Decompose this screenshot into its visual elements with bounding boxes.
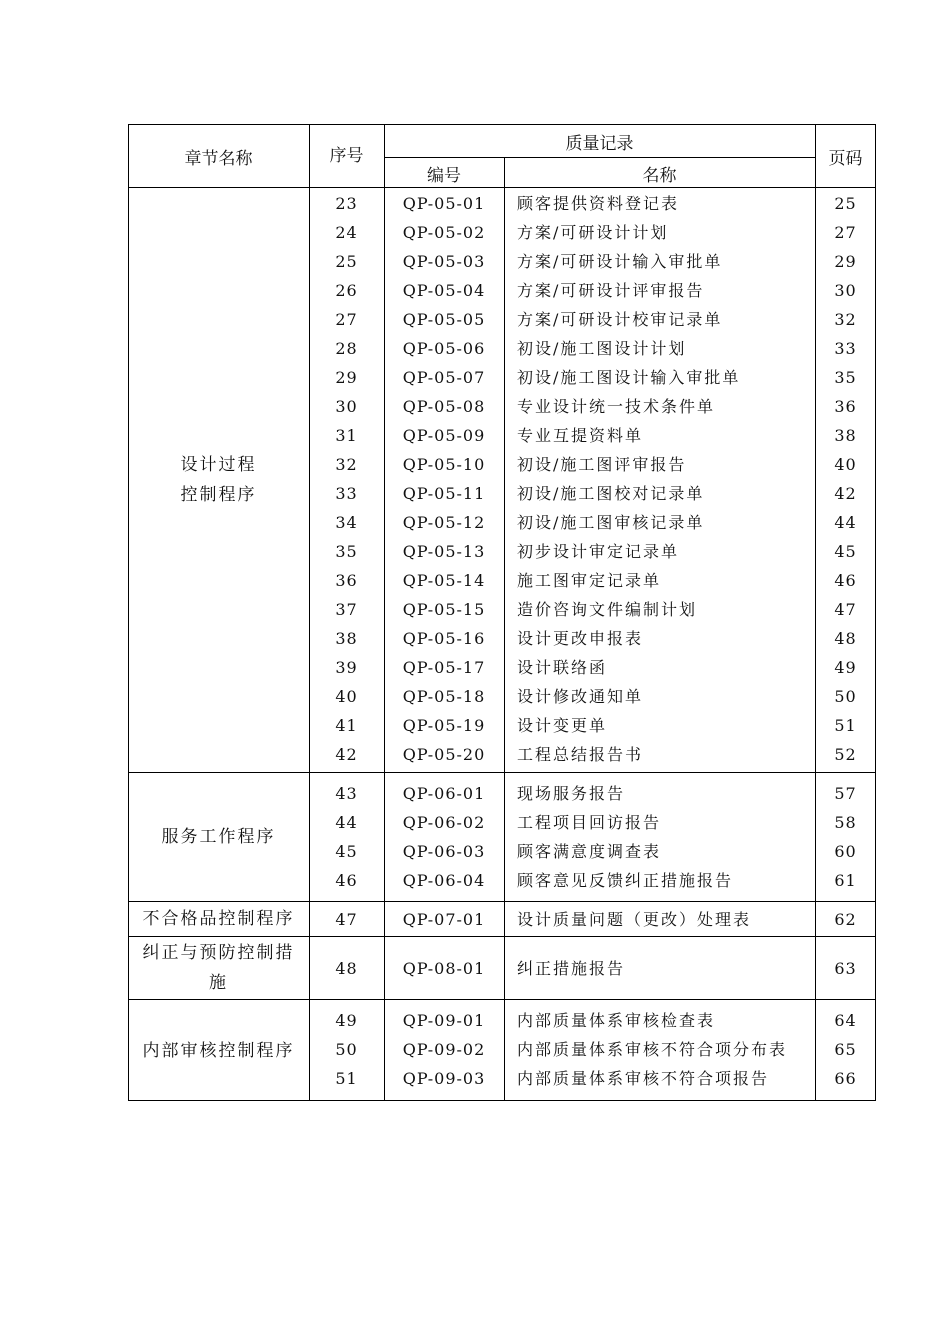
row-name: 顾客意见反馈纠正措施报告 bbox=[517, 871, 734, 890]
row-name: 初设/施工图设计输入审批单 bbox=[517, 368, 741, 387]
row-page: 46 bbox=[834, 571, 857, 590]
row-name: 初设/施工图设计计划 bbox=[517, 339, 687, 358]
row-code: QP-05-01 bbox=[402, 194, 486, 213]
row-code: QP-07-01 bbox=[402, 910, 486, 929]
row-code: QP-09-01 bbox=[402, 1011, 486, 1030]
row-name: 初设/施工图评审报告 bbox=[517, 455, 687, 474]
row-name: 初设/施工图校对记录单 bbox=[517, 484, 705, 503]
row-name: 方案/可研设计计划 bbox=[517, 223, 669, 242]
row-seq: 38 bbox=[335, 629, 358, 648]
row-name: 内部质量体系审核不符合项报告 bbox=[517, 1069, 770, 1088]
row-page: 48 bbox=[834, 629, 857, 648]
row-name: 顾客提供资料登记表 bbox=[517, 194, 680, 213]
table-row bbox=[128, 837, 876, 866]
row-seq: 40 bbox=[335, 687, 358, 706]
row-name: 施工图审定记录单 bbox=[517, 571, 662, 590]
row-seq: 26 bbox=[335, 281, 358, 300]
table-row bbox=[128, 866, 876, 895]
row-seq: 32 bbox=[335, 455, 358, 474]
row-code: QP-05-14 bbox=[402, 571, 486, 590]
row-code: QP-08-01 bbox=[402, 959, 486, 978]
row-page: 42 bbox=[834, 484, 857, 503]
section-title-line: 控制程序 bbox=[180, 485, 257, 505]
row-code: QP-06-02 bbox=[402, 813, 486, 832]
row-seq: 46 bbox=[335, 871, 358, 890]
row-page: 25 bbox=[834, 194, 857, 213]
table-row bbox=[128, 392, 876, 421]
row-seq: 39 bbox=[335, 658, 358, 677]
row-seq: 44 bbox=[335, 813, 358, 832]
row-page: 32 bbox=[834, 310, 857, 329]
row-page: 40 bbox=[834, 455, 857, 474]
table-row bbox=[128, 479, 876, 508]
row-seq: 23 bbox=[335, 194, 358, 213]
section-title-line: 不合格品控制程序 bbox=[142, 909, 295, 929]
row-seq: 50 bbox=[335, 1040, 358, 1059]
row-page: 33 bbox=[834, 339, 857, 358]
row-seq: 42 bbox=[335, 745, 358, 764]
table-row bbox=[128, 1006, 876, 1035]
row-page: 61 bbox=[834, 871, 857, 890]
row-name: 设计质量问题（更改）处理表 bbox=[517, 910, 752, 929]
table-row bbox=[128, 653, 876, 682]
row-seq: 35 bbox=[335, 542, 358, 561]
row-seq: 48 bbox=[335, 959, 358, 978]
row-page: 65 bbox=[834, 1040, 857, 1059]
row-code: QP-05-03 bbox=[402, 252, 486, 271]
row-code: QP-05-19 bbox=[402, 716, 486, 735]
row-seq: 51 bbox=[335, 1069, 358, 1088]
header-page: 页码 bbox=[828, 148, 863, 169]
row-name: 方案/可研设计评审报告 bbox=[517, 281, 705, 300]
table-row bbox=[128, 1064, 876, 1093]
row-name: 顾客满意度调查表 bbox=[517, 842, 662, 861]
row-code: QP-06-04 bbox=[402, 871, 486, 890]
row-page: 60 bbox=[834, 842, 857, 861]
row-page: 57 bbox=[834, 784, 857, 803]
row-name: 方案/可研设计校审记录单 bbox=[517, 310, 723, 329]
table-row bbox=[128, 808, 876, 837]
row-code: QP-09-03 bbox=[402, 1069, 486, 1088]
row-name: 设计联络函 bbox=[517, 658, 608, 677]
table-row bbox=[128, 508, 876, 537]
section-title-line: 设计过程 bbox=[180, 455, 257, 475]
table-row bbox=[128, 189, 876, 218]
row-page: 66 bbox=[834, 1069, 857, 1088]
table-row bbox=[128, 247, 876, 276]
row-name: 设计修改通知单 bbox=[517, 687, 644, 706]
table-row bbox=[128, 276, 876, 305]
row-name: 内部质量体系审核不符合项分布表 bbox=[517, 1040, 788, 1059]
row-page: 44 bbox=[834, 513, 857, 532]
row-seq: 45 bbox=[335, 842, 358, 861]
row-seq: 30 bbox=[335, 397, 358, 416]
row-seq: 25 bbox=[335, 252, 358, 271]
section-title-line: 服务工作程序 bbox=[161, 827, 276, 847]
row-seq: 36 bbox=[335, 571, 358, 590]
table-row bbox=[128, 305, 876, 334]
row-page: 58 bbox=[834, 813, 857, 832]
row-code: QP-06-01 bbox=[402, 784, 486, 803]
row-page: 63 bbox=[834, 959, 857, 978]
row-name: 设计变更单 bbox=[517, 716, 608, 735]
table-row bbox=[128, 450, 876, 479]
row-seq: 29 bbox=[335, 368, 358, 387]
row-page: 47 bbox=[834, 600, 857, 619]
row-code: QP-05-06 bbox=[402, 339, 486, 358]
table-row bbox=[128, 905, 876, 934]
section-title-line: 内部审核控制程序 bbox=[142, 1040, 295, 1061]
row-name: 工程项目回访报告 bbox=[517, 813, 662, 832]
row-name: 造价咨询文件编制计划 bbox=[517, 600, 698, 619]
section-title-line: 纠正与预防控制措 bbox=[142, 943, 295, 963]
row-page: 45 bbox=[834, 542, 857, 561]
row-page: 29 bbox=[834, 252, 857, 271]
row-seq: 24 bbox=[335, 223, 358, 242]
table-row bbox=[128, 740, 876, 769]
header-name: 名称 bbox=[642, 165, 677, 186]
row-code: QP-05-08 bbox=[402, 397, 486, 416]
row-page: 51 bbox=[834, 716, 857, 735]
row-name: 方案/可研设计输入审批单 bbox=[517, 252, 723, 271]
row-seq: 31 bbox=[335, 426, 358, 445]
row-seq: 49 bbox=[335, 1011, 358, 1030]
row-page: 36 bbox=[834, 397, 857, 416]
table-row bbox=[128, 595, 876, 624]
row-page: 30 bbox=[834, 281, 857, 300]
table-row bbox=[128, 954, 876, 983]
row-name: 工程总结报告书 bbox=[517, 745, 644, 764]
table-row bbox=[128, 334, 876, 363]
row-name: 初步设计审定记录单 bbox=[517, 542, 680, 561]
row-code: QP-05-11 bbox=[402, 484, 486, 503]
row-code: QP-06-03 bbox=[402, 842, 486, 861]
row-seq: 41 bbox=[335, 716, 358, 735]
row-code: QP-05-15 bbox=[402, 600, 486, 619]
header-chapter: 章节名称 bbox=[184, 148, 253, 169]
row-name: 设计更改申报表 bbox=[517, 629, 644, 648]
header-split-line bbox=[384, 157, 815, 158]
table-row bbox=[128, 624, 876, 653]
row-code: QP-05-09 bbox=[402, 426, 486, 445]
row-seq: 43 bbox=[335, 784, 358, 803]
row-code: QP-05-13 bbox=[402, 542, 486, 561]
table-row bbox=[128, 421, 876, 450]
row-seq: 37 bbox=[335, 600, 358, 619]
row-code: QP-05-17 bbox=[402, 658, 486, 677]
row-page: 64 bbox=[834, 1011, 857, 1030]
row-code: QP-05-20 bbox=[402, 745, 486, 764]
row-code: QP-05-12 bbox=[402, 513, 486, 532]
table-row bbox=[128, 218, 876, 247]
row-page: 49 bbox=[834, 658, 857, 677]
row-code: QP-05-10 bbox=[402, 455, 486, 474]
row-code: QP-05-04 bbox=[402, 281, 486, 300]
row-code: QP-05-18 bbox=[402, 687, 486, 706]
row-code: QP-05-16 bbox=[402, 629, 486, 648]
row-page: 38 bbox=[834, 426, 857, 445]
row-seq: 27 bbox=[335, 310, 358, 329]
table-row bbox=[128, 711, 876, 740]
row-page: 27 bbox=[834, 223, 857, 242]
row-code: QP-05-05 bbox=[402, 310, 486, 329]
table-row bbox=[128, 363, 876, 392]
table-row bbox=[128, 537, 876, 566]
row-code: QP-05-07 bbox=[402, 368, 486, 387]
row-name: 初设/施工图审核记录单 bbox=[517, 513, 705, 532]
quality-record-table bbox=[128, 124, 876, 1101]
row-seq: 28 bbox=[335, 339, 358, 358]
row-code: QP-09-02 bbox=[402, 1040, 486, 1059]
row-page: 62 bbox=[834, 910, 857, 929]
row-name: 纠正措施报告 bbox=[517, 959, 626, 978]
row-page: 52 bbox=[834, 745, 857, 764]
section-title-line: 施 bbox=[209, 973, 228, 993]
header-quality-record: 质量记录 bbox=[565, 133, 634, 154]
row-name: 内部质量体系审核检查表 bbox=[517, 1011, 716, 1030]
table-row bbox=[128, 566, 876, 595]
header-code: 编号 bbox=[427, 165, 461, 186]
row-page: 50 bbox=[834, 687, 857, 706]
row-name: 专业互提资料单 bbox=[517, 426, 644, 445]
header-seq: 序号 bbox=[329, 145, 364, 166]
row-name: 现场服务报告 bbox=[517, 784, 626, 803]
table-row bbox=[128, 779, 876, 808]
row-seq: 47 bbox=[335, 910, 358, 929]
row-name: 专业设计统一技术条件单 bbox=[517, 397, 716, 416]
row-page: 35 bbox=[834, 368, 857, 387]
table-row bbox=[128, 1035, 876, 1064]
table-row bbox=[128, 682, 876, 711]
row-code: QP-05-02 bbox=[402, 223, 486, 242]
row-seq: 34 bbox=[335, 513, 358, 532]
row-seq: 33 bbox=[335, 484, 358, 503]
